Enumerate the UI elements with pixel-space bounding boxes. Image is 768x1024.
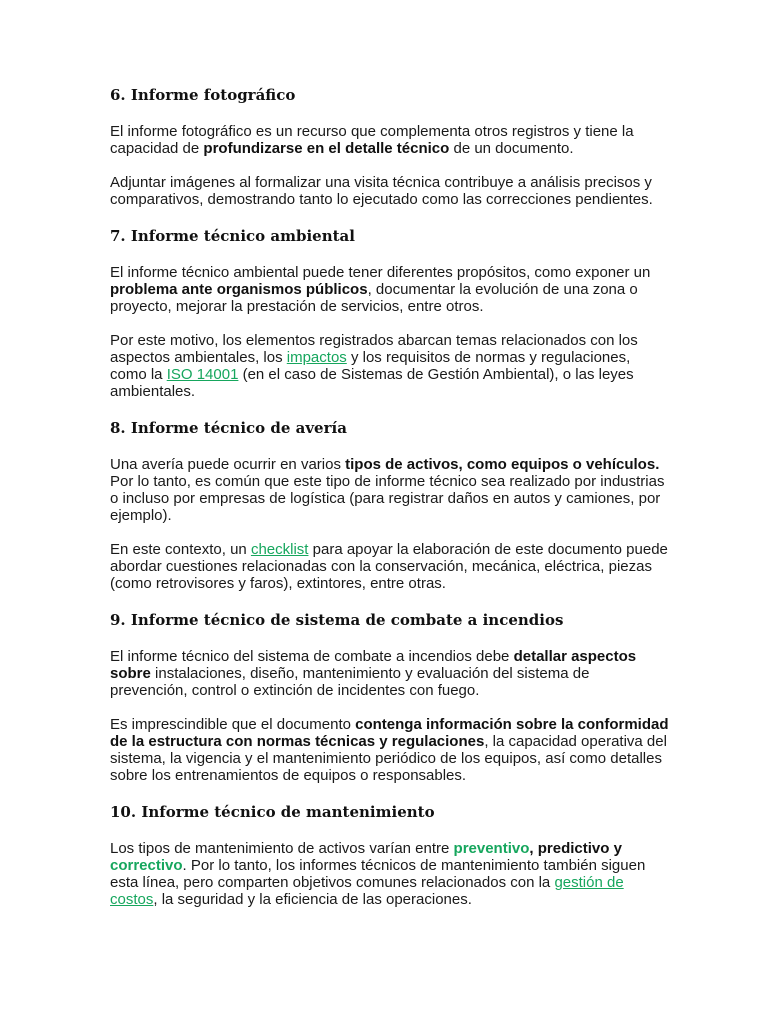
correctivo-highlight: correctivo bbox=[110, 857, 183, 874]
paragraph bbox=[110, 174, 670, 208]
paragraph bbox=[110, 456, 670, 524]
paragraph bbox=[110, 264, 670, 315]
section-informe-incendios bbox=[110, 609, 670, 784]
text: Por este motivo, los elementos registrados abarcan temas relacionados con los aspectos ambientales, los bbox=[110, 332, 638, 366]
section-informe-mantenimiento bbox=[110, 801, 670, 908]
iso-14001-link[interactable]: ISO 14001 bbox=[166, 366, 239, 383]
text: , la capacidad operativa del sistema, la vigencia y el mantenimiento periódico de los equipos, así como detalles sobre los entrenamientos de equipos o responsables. bbox=[110, 733, 667, 784]
checklist-link[interactable]: checklist bbox=[250, 541, 309, 558]
text: Una avería puede ocurrir en varios bbox=[110, 456, 346, 473]
paragraph bbox=[110, 123, 670, 157]
bold-text: detallar aspectos sobre bbox=[110, 648, 637, 682]
text: (en el caso de Sistemas de Gestión Ambiental), o las leyes ambientales. bbox=[110, 366, 634, 400]
text: Es imprescindible que el documento bbox=[110, 716, 356, 733]
impactos-link[interactable]: impactos bbox=[286, 349, 347, 366]
section-informe-ambiental bbox=[110, 225, 670, 400]
text: y los requisitos de normas y regulaciones, como la bbox=[110, 349, 631, 383]
section-informe-averia bbox=[110, 417, 670, 592]
section-heading: 9. Informe técnico de sistema de combate a incendios bbox=[110, 611, 564, 629]
text: para apoyar la elaboración de este documento puede abordar cuestiones relacionadas con la conservación, mecánica, eléctrica, piezas (como retrovisores y faros), extintores, entre otras. bbox=[110, 541, 668, 592]
preventivo-highlight: preventivo bbox=[453, 840, 530, 857]
text: Por lo tanto, es común que este tipo de informe técnico sea realizado por industrias o incluso por empresas de logística (para registrar daños en autos y camiones, por ejemplo). bbox=[110, 473, 665, 524]
text: Los tipos de mantenimiento de activos varían entre bbox=[110, 840, 454, 857]
bold-text: tipos de activos, como equipos o vehículos. bbox=[345, 456, 660, 473]
text: . Por lo tanto, los informes técnicos de mantenimiento también siguen esta línea, pero comparten objetivos comunes relacionados con la bbox=[110, 857, 646, 891]
text: de un documento. bbox=[449, 140, 574, 157]
bold-text: problema ante organismos públicos bbox=[110, 281, 368, 298]
paragraph bbox=[110, 648, 670, 699]
section-heading: 8. Informe técnico de avería bbox=[110, 419, 347, 437]
paragraph bbox=[110, 541, 670, 592]
text: El informe fotográfico es un recurso que complementa otros registros y tiene la capacidad de bbox=[110, 123, 634, 157]
section-heading: 7. Informe técnico ambiental bbox=[110, 227, 355, 245]
text: , la seguridad y la eficiencia de las operaciones. bbox=[153, 891, 472, 908]
bold-text: contenga información sobre la conformidad de la estructura con normas técnicas y regulaciones bbox=[110, 716, 669, 750]
text: Adjuntar imágenes al formalizar una visita técnica contribuye a análisis precisos y comparativos, demostrando tanto lo ejecutado como las correcciones pendientes. bbox=[110, 174, 653, 208]
text: , documentar la evolución de una zona o proyecto, mejorar la prestación de servicios, entre otros. bbox=[110, 281, 638, 315]
section-informe-fotografico bbox=[110, 84, 670, 208]
text: En este contexto, un bbox=[110, 541, 251, 558]
paragraph bbox=[110, 332, 670, 400]
section-heading: 6. Informe fotográfico bbox=[110, 86, 296, 104]
text: El informe técnico ambiental puede tener diferentes propósitos, como exponer un bbox=[110, 264, 651, 281]
bold-text: , predictivo y bbox=[529, 840, 622, 857]
text: instalaciones, diseño, mantenimiento y evaluación del sistema de prevención, control o extinción de incidentes con fuego. bbox=[110, 665, 590, 699]
paragraph bbox=[110, 716, 670, 784]
document-body bbox=[110, 84, 670, 925]
text: El informe técnico del sistema de combate a incendios debe bbox=[110, 648, 514, 665]
bold-text: profundizarse en el detalle técnico bbox=[203, 140, 450, 157]
gestion-de-costos-link[interactable]: gestión de costos bbox=[110, 874, 624, 908]
section-heading: 10. Informe técnico de mantenimiento bbox=[110, 803, 435, 821]
paragraph bbox=[110, 840, 670, 908]
